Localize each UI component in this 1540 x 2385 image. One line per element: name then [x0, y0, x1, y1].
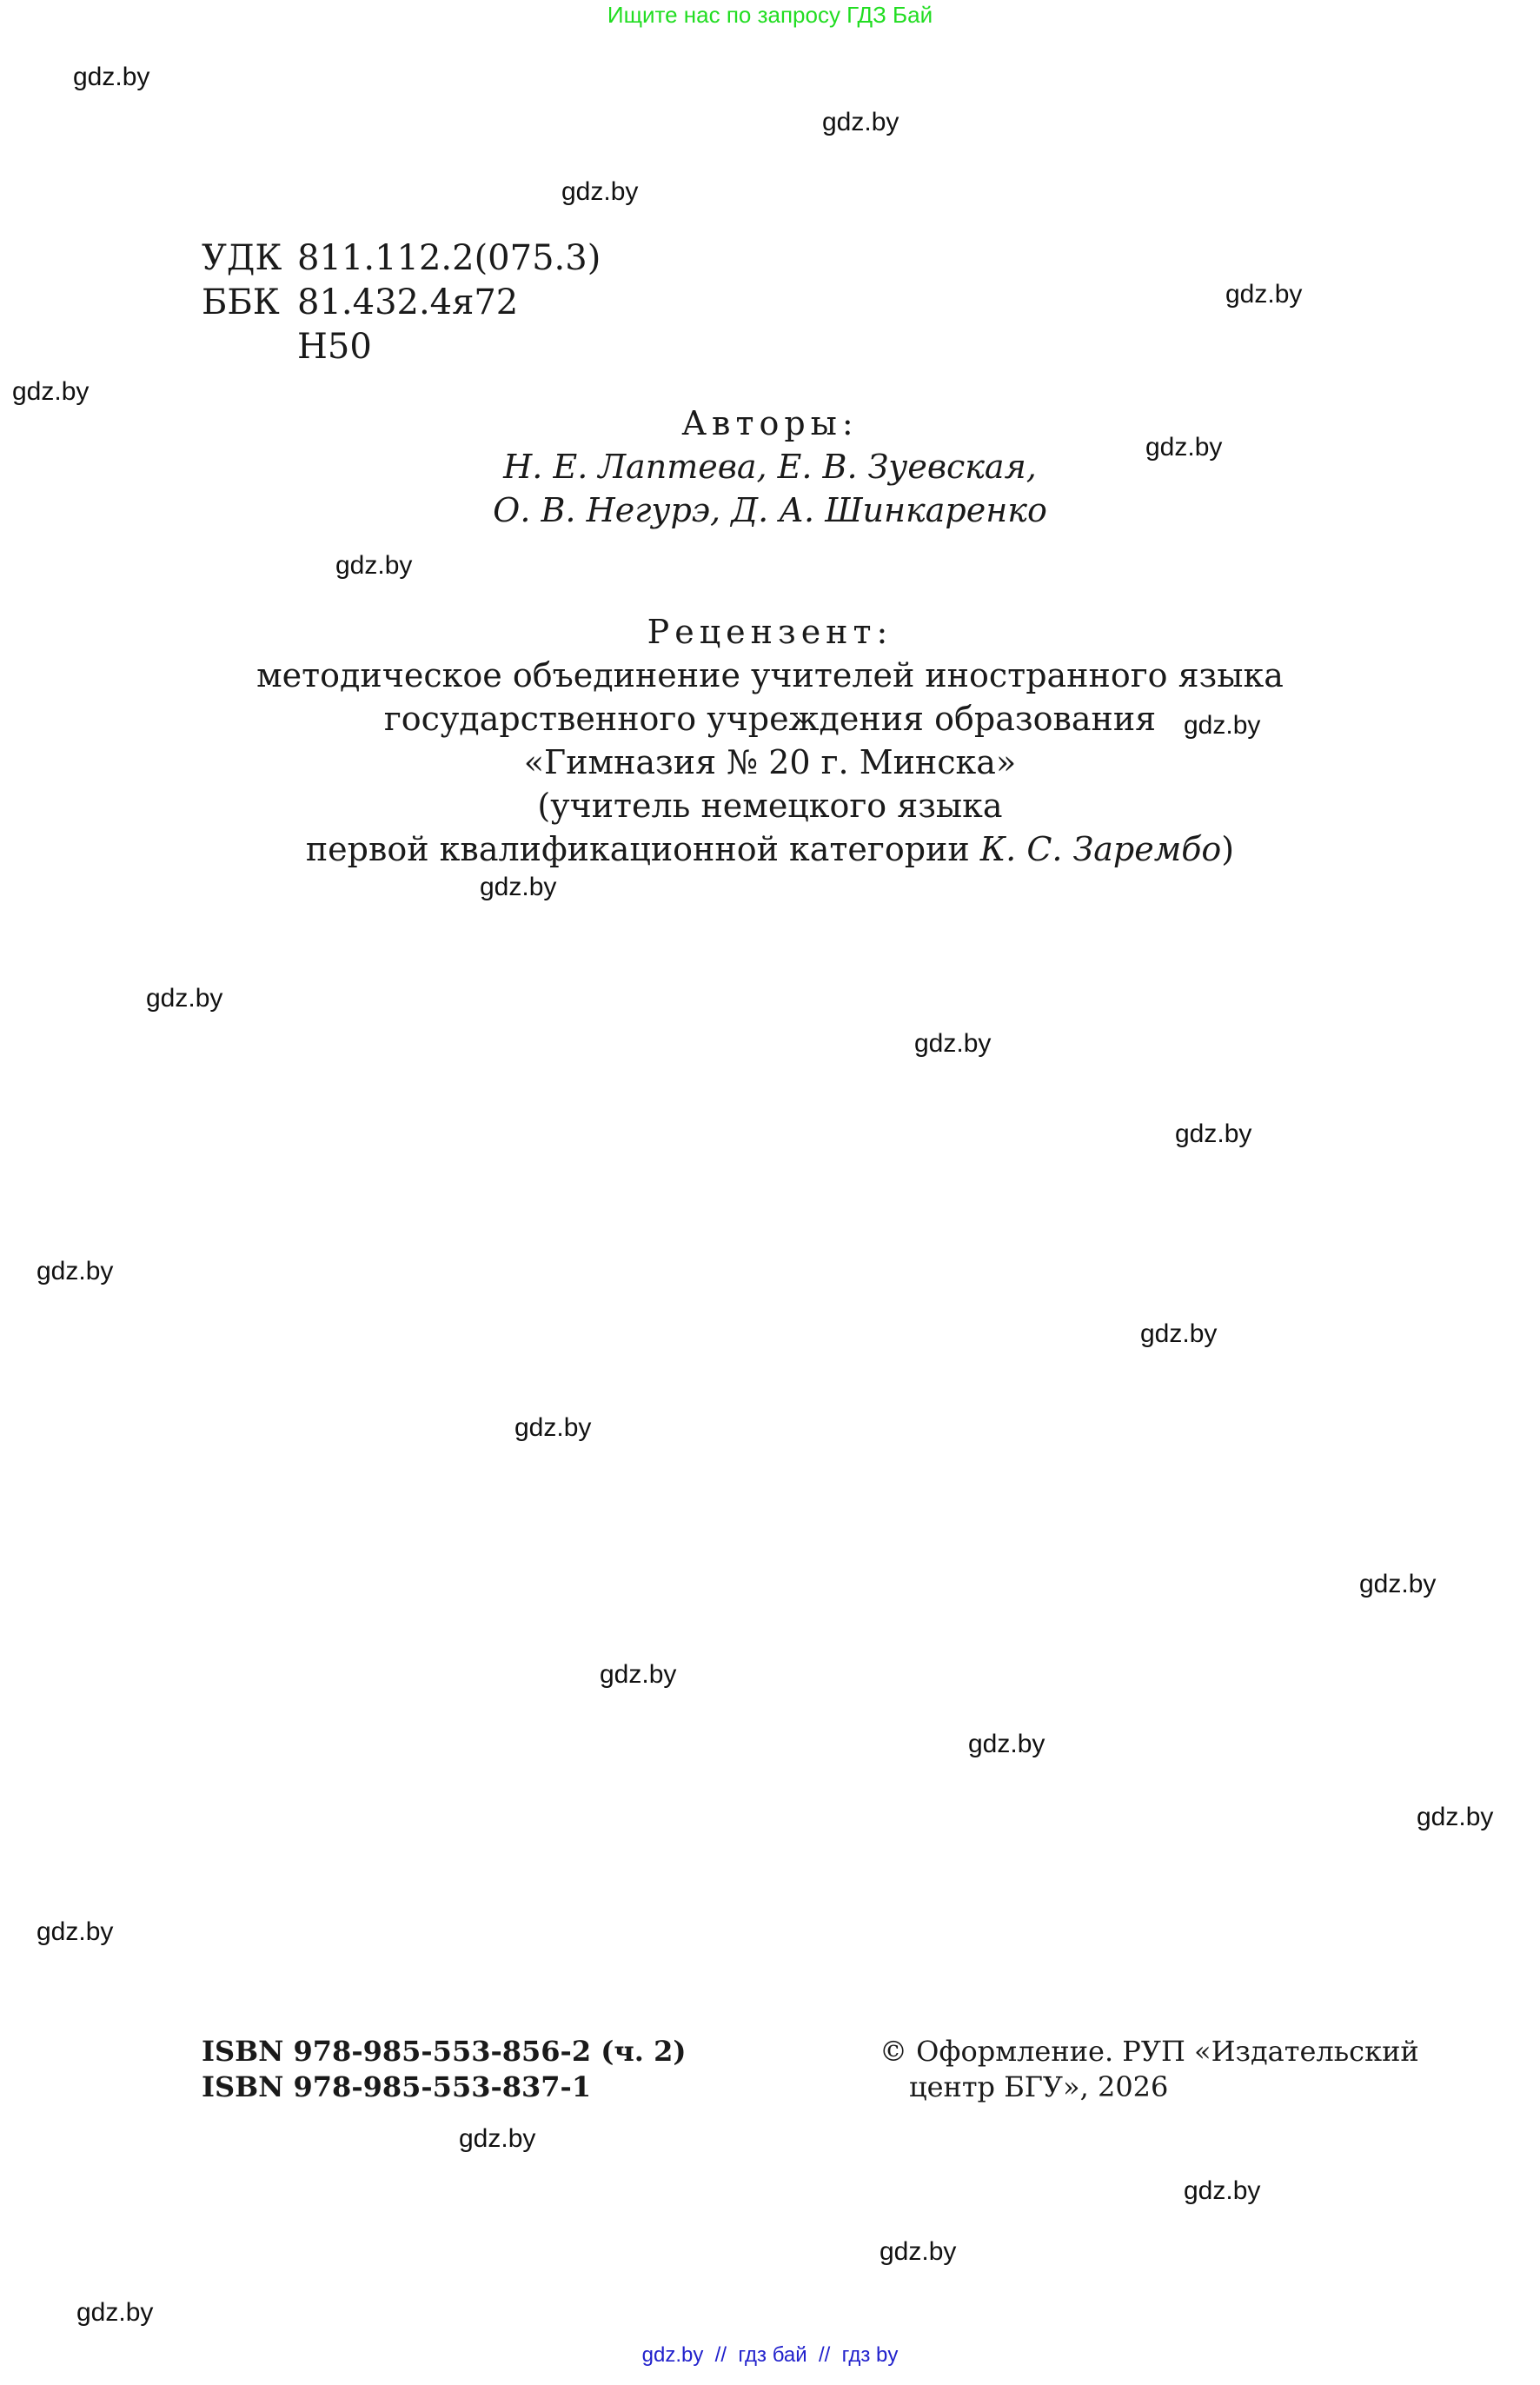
watermark: gdz.by	[146, 984, 223, 1013]
authors-heading: Авторы:	[681, 404, 859, 442]
reviewer-line-3: «Гимназия № 20 г. Минска»	[523, 743, 1017, 781]
author-mark-row	[202, 325, 601, 369]
bbk-row	[202, 281, 601, 325]
reviewer-line-1: методическое объединение учителей иностранного языка	[256, 656, 1284, 694]
copyright-line-1: © Оформление. РУП «Издательский	[880, 2035, 1419, 2068]
reviewer-line-4: (учитель немецкого языка	[537, 787, 1003, 825]
watermark: gdz.by	[914, 1029, 992, 1058]
reviewer-name: К. С. Зарембо	[979, 830, 1222, 868]
classification-codes	[202, 236, 601, 369]
watermark: gdz.by	[1184, 711, 1261, 740]
reviewer-line-5	[0, 827, 1540, 871]
reviewer-line-2: государственного учреждения образования	[383, 700, 1157, 738]
watermark: gdz.by	[37, 1917, 114, 1946]
udk-row	[202, 236, 601, 281]
copyright-line-2: центр БГУ», 2026	[909, 2070, 1169, 2103]
watermark: gdz.by	[1175, 1119, 1252, 1148]
isbn-line-1: ISBN 978-985-553-856-2 (ч. 2)	[202, 2035, 687, 2068]
isbn-block	[202, 2034, 686, 2105]
authors-block	[0, 402, 1540, 532]
watermark: gdz.by	[1140, 1319, 1218, 1348]
watermark: gdz.by	[968, 1730, 1045, 1758]
watermark: gdz.by	[600, 1660, 677, 1689]
watermark: gdz.by	[1145, 433, 1223, 462]
watermark: gdz.by	[76, 2298, 154, 2327]
watermark: gdz.by	[12, 377, 90, 406]
reviewer-line-5-prefix: первой квалификационной категории	[305, 830, 980, 868]
watermark: gdz.by	[822, 108, 899, 136]
reviewer-heading: Рецензент:	[647, 613, 893, 651]
watermark: gdz.by	[335, 551, 413, 580]
udk-label: УДК	[202, 238, 282, 278]
reviewer-line-5-suffix: )	[1221, 830, 1235, 868]
watermark: gdz.by	[480, 873, 557, 901]
bbk-label: ББК	[202, 282, 280, 322]
udk-value: 811.112.2(075.3)	[297, 238, 601, 278]
watermark: gdz.by	[37, 1257, 114, 1286]
watermark: gdz.by	[1359, 1570, 1437, 1598]
watermark: gdz.by	[1184, 2176, 1261, 2205]
watermark: gdz.by	[880, 2237, 957, 2266]
top-banner: Ищите нас по запросу ГДЗ Бай	[607, 2, 933, 28]
authors-line-2: О. В. Негурэ, Д. А. Шинкаренко	[493, 491, 1047, 529]
watermark: gdz.by	[514, 1413, 592, 1442]
reviewer-block	[0, 610, 1540, 871]
author-mark: Н50	[297, 327, 372, 367]
authors-line-1: Н. Е. Лаптева, Е. В. Зуевская,	[503, 448, 1037, 486]
watermark: gdz.by	[1417, 1803, 1494, 1831]
footer-links: gdz.by // гдз бай // гдз by	[641, 2343, 899, 2367]
watermark: gdz.by	[73, 63, 150, 91]
watermark: gdz.by	[561, 177, 639, 206]
watermark: gdz.by	[459, 2124, 536, 2153]
copyright-block	[880, 2034, 1419, 2105]
bbk-value: 81.432.4я72	[297, 282, 519, 322]
watermark: gdz.by	[1225, 280, 1303, 309]
isbn-line-2: ISBN 978-985-553-837-1	[202, 2070, 592, 2103]
